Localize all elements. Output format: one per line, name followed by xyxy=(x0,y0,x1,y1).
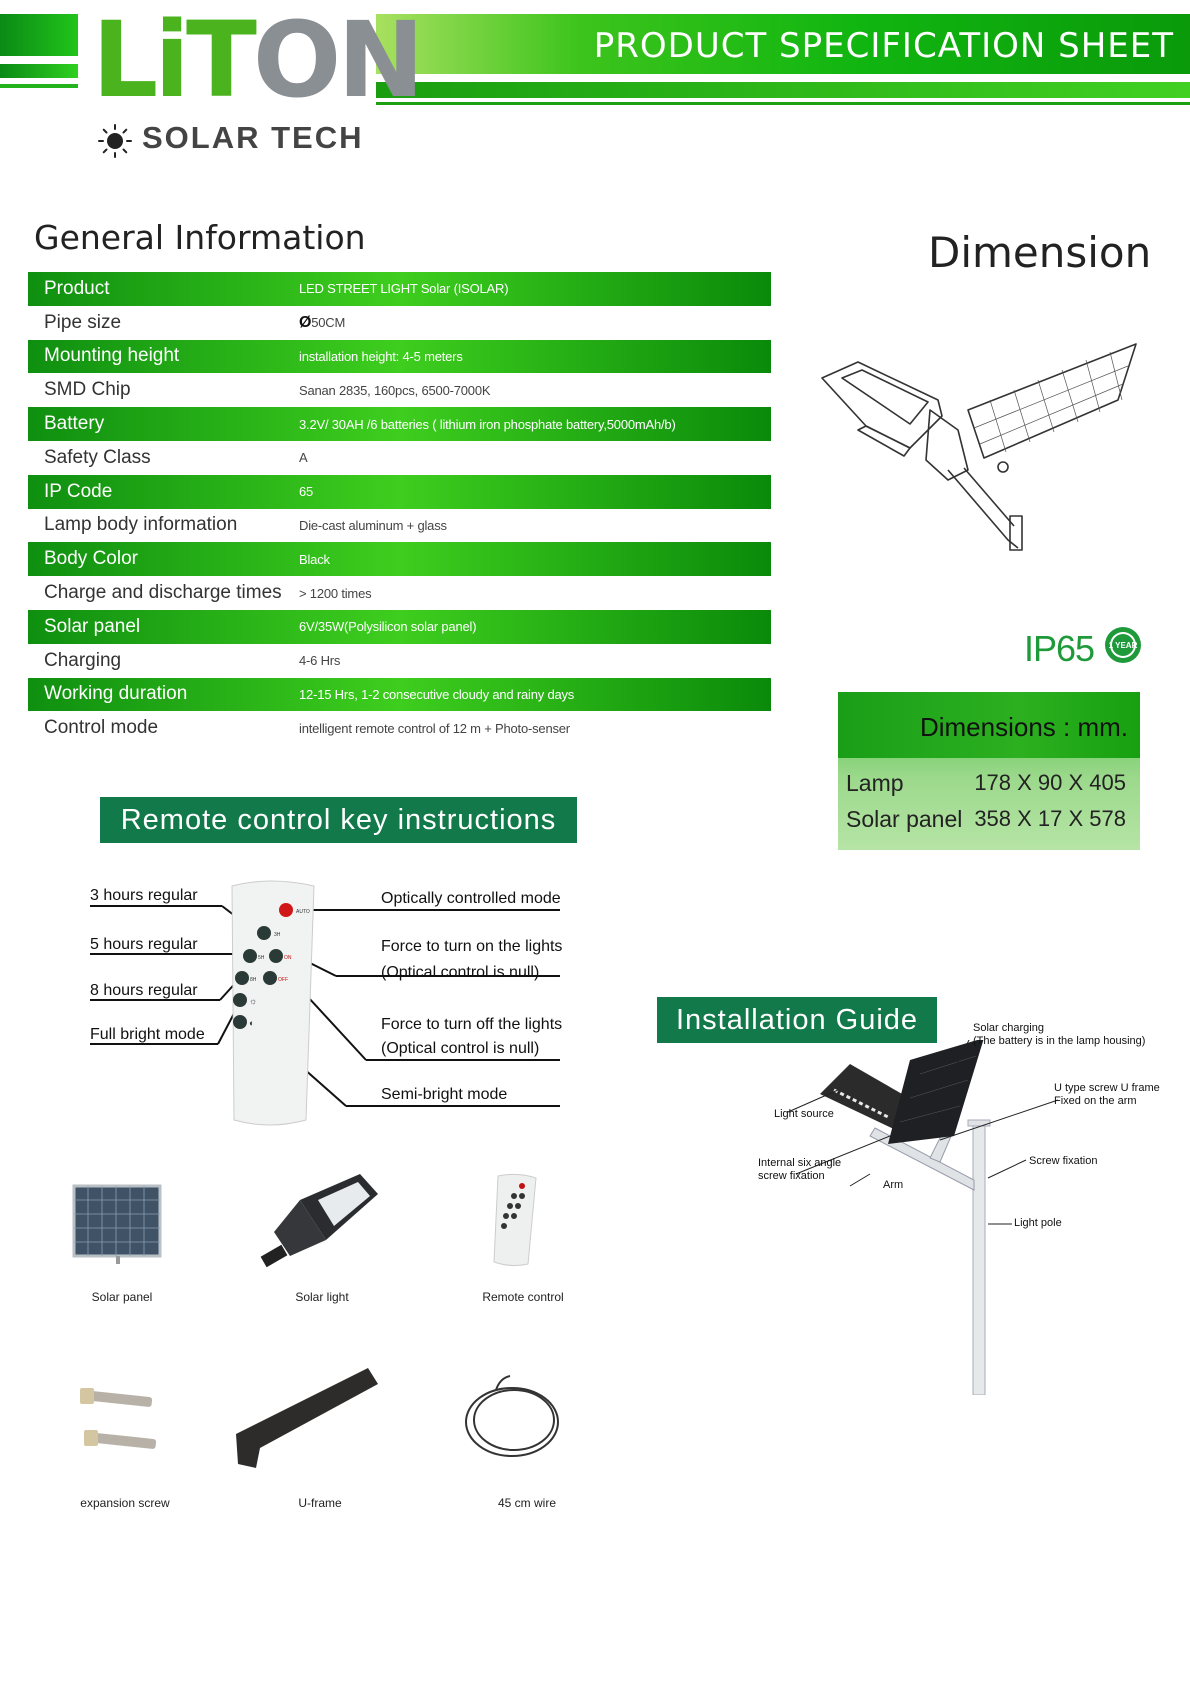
solar-light-icon xyxy=(260,1170,384,1270)
dim-panel-value: 358 X 17 X 578 xyxy=(974,806,1126,831)
installation-diagram xyxy=(740,1040,1060,1395)
spec-label: Solar panel xyxy=(44,615,141,637)
svg-text:AUTO: AUTO xyxy=(296,909,310,915)
spec-row-charge-times xyxy=(28,576,771,610)
svg-text:ON: ON xyxy=(284,955,292,961)
spec-value: Die-cast aluminum + glass xyxy=(299,517,447,533)
spec-value: 65 xyxy=(299,484,314,500)
expansion-screw-icon xyxy=(72,1378,166,1462)
spec-row-control-mode xyxy=(28,711,771,745)
spec-row-smd-chip xyxy=(28,373,771,407)
spec-value: A xyxy=(299,450,308,466)
label-semi-bright: Semi-bright mode xyxy=(381,1086,508,1103)
svg-text:8H: 8H xyxy=(250,977,257,983)
label-force-on-note: (Optical control is null) xyxy=(381,964,540,981)
spec-label: Working duration xyxy=(44,683,188,705)
label-screw-fixation: Screw fixation xyxy=(1029,1155,1098,1167)
spec-row-pipe-size xyxy=(28,306,771,340)
sheet-title: PRODUCT SPECIFICATION SHEET xyxy=(593,26,1174,66)
label-force-off: Force to turn off the lights xyxy=(381,1016,563,1033)
label-solar-charging: Solar charging xyxy=(973,1022,1044,1034)
label-internal-screw-note: screw fixation xyxy=(758,1170,825,1182)
spec-value: Ø50CM xyxy=(299,313,346,331)
spec-row-mounting-height xyxy=(28,340,771,374)
brand-subtitle: SOLAR TECH xyxy=(142,120,364,155)
label-light-source: Light source xyxy=(774,1108,834,1120)
dimensions-box-title: Dimensions : mm. xyxy=(919,712,1128,742)
spec-value: intelligent remote control of 12 m + Photo-senser xyxy=(299,720,570,736)
spec-label: Body Color xyxy=(44,548,138,570)
accessory-label: Solar panel xyxy=(91,1290,153,1304)
dim-panel-label: Solar panel xyxy=(846,806,963,832)
label-u-screw: U type screw U frame xyxy=(1054,1082,1160,1094)
header-bar-left-thin xyxy=(0,84,78,88)
spec-label: IP Code xyxy=(44,480,113,502)
spec-value: 3.2V/ 30AH /6 batteries ( lithium iron phosphate battery,5000mAh/b) xyxy=(299,416,676,432)
spec-value: Sanan 2835, 160pcs, 6500-7000K xyxy=(299,382,491,398)
wire-icon xyxy=(456,1374,568,1464)
label-full-bright: Full bright mode xyxy=(90,1026,205,1043)
u-frame-icon xyxy=(230,1364,380,1472)
spec-row-body-color xyxy=(28,542,771,576)
svg-text:☼: ☼ xyxy=(249,996,258,1006)
accessory-label: Solar light xyxy=(295,1290,349,1304)
spec-value: 4-6 Hrs xyxy=(299,653,341,669)
header-bar-right-thin xyxy=(376,102,1190,105)
header-bar-left-mid xyxy=(0,64,78,78)
svg-text:◐: ◐ xyxy=(249,1018,255,1028)
label-u-screw-note: Fixed on the arm xyxy=(1054,1095,1137,1107)
spec-value: 12-15 Hrs, 1-2 consecutive cloudy and rainy days xyxy=(299,686,575,702)
dimensions-box xyxy=(838,692,1140,850)
spec-label: Charge and discharge times xyxy=(44,582,282,604)
installation-guide-title: Installation Guide xyxy=(657,997,937,1043)
label-8-hours: 8 hours regular xyxy=(90,982,198,999)
label-internal-screw: Internal six angle xyxy=(758,1157,842,1169)
spec-label: Safety Class xyxy=(44,446,151,468)
svg-text:3H: 3H xyxy=(274,932,281,938)
label-light-pole: Light pole xyxy=(1014,1217,1062,1229)
spec-value: LED STREET LIGHT Solar (ISOLAR) xyxy=(299,281,509,297)
spec-row-product xyxy=(28,272,771,306)
label-3-hours: 3 hours regular xyxy=(90,887,198,904)
brand-logo: LiTON xyxy=(92,0,421,121)
spec-row-solar-panel xyxy=(28,610,771,644)
label-arm: Arm xyxy=(883,1179,904,1191)
label-5-hours: 5 hours regular xyxy=(90,936,198,953)
label-solar-charging-note: (The battery is in the lamp housing) xyxy=(973,1035,1146,1047)
spec-label: Mounting height xyxy=(44,345,180,367)
label-optical-mode: Optically controlled mode xyxy=(381,890,561,907)
label-force-off-note: (Optical control is null) xyxy=(381,1040,540,1057)
spec-value: > 1200 times xyxy=(299,585,372,601)
sun-icon xyxy=(98,124,132,158)
remote-instructions-title: Remote control key instructions xyxy=(100,797,577,843)
dim-lamp-label: Lamp xyxy=(846,770,904,796)
street-lamp-drawing xyxy=(818,340,1143,570)
svg-text:5H: 5H xyxy=(258,955,265,961)
spec-row-lamp-body xyxy=(28,509,771,543)
spec-label: Pipe size xyxy=(44,311,122,333)
spec-label: Control mode xyxy=(44,717,159,739)
spec-label: Charging xyxy=(44,649,122,671)
general-info-title: General Information xyxy=(34,218,366,257)
spec-value: installation height: 4-5 meters xyxy=(299,348,463,364)
solar-panel-icon xyxy=(70,1182,166,1266)
dim-lamp-value: 178 X 90 X 405 xyxy=(974,770,1126,795)
accessory-label: Remote control xyxy=(482,1290,564,1304)
spec-row-ip-code xyxy=(28,475,771,509)
remote-control-drawing xyxy=(220,878,320,1133)
label-force-on: Force to turn on the lights xyxy=(381,938,563,955)
spec-row-battery xyxy=(28,407,771,441)
spec-row-safety-class xyxy=(28,441,771,475)
spec-label: Battery xyxy=(44,413,105,435)
diameter-icon: Ø xyxy=(299,313,312,331)
spec-value: Black xyxy=(299,551,330,567)
ip65-badge: IP65 xyxy=(1024,628,1095,669)
spec-value: 6V/35W(Polysilicon solar panel) xyxy=(299,619,477,635)
spec-row-charging xyxy=(28,644,771,678)
remote-control-icon xyxy=(488,1172,542,1268)
accessory-label: U-frame xyxy=(298,1496,342,1510)
warranty-badge-icon xyxy=(1104,626,1142,664)
dimensions-box-header xyxy=(838,692,1140,758)
spec-label: Lamp body information xyxy=(44,514,238,536)
accessory-label: 45 cm wire xyxy=(497,1496,556,1510)
svg-text:OFF: OFF xyxy=(278,977,288,983)
svg-text:1 YEAR: 1 YEAR xyxy=(1108,641,1138,650)
spec-table xyxy=(28,272,771,745)
dimension-title: Dimension xyxy=(928,228,1152,277)
spec-label: Product xyxy=(44,277,110,299)
spec-row-working-duration xyxy=(28,678,771,712)
header-bar-right-mid xyxy=(376,82,1190,98)
header-bar-left-top xyxy=(0,14,78,56)
accessory-label: expansion screw xyxy=(80,1496,170,1510)
spec-label: SMD Chip xyxy=(44,379,131,401)
